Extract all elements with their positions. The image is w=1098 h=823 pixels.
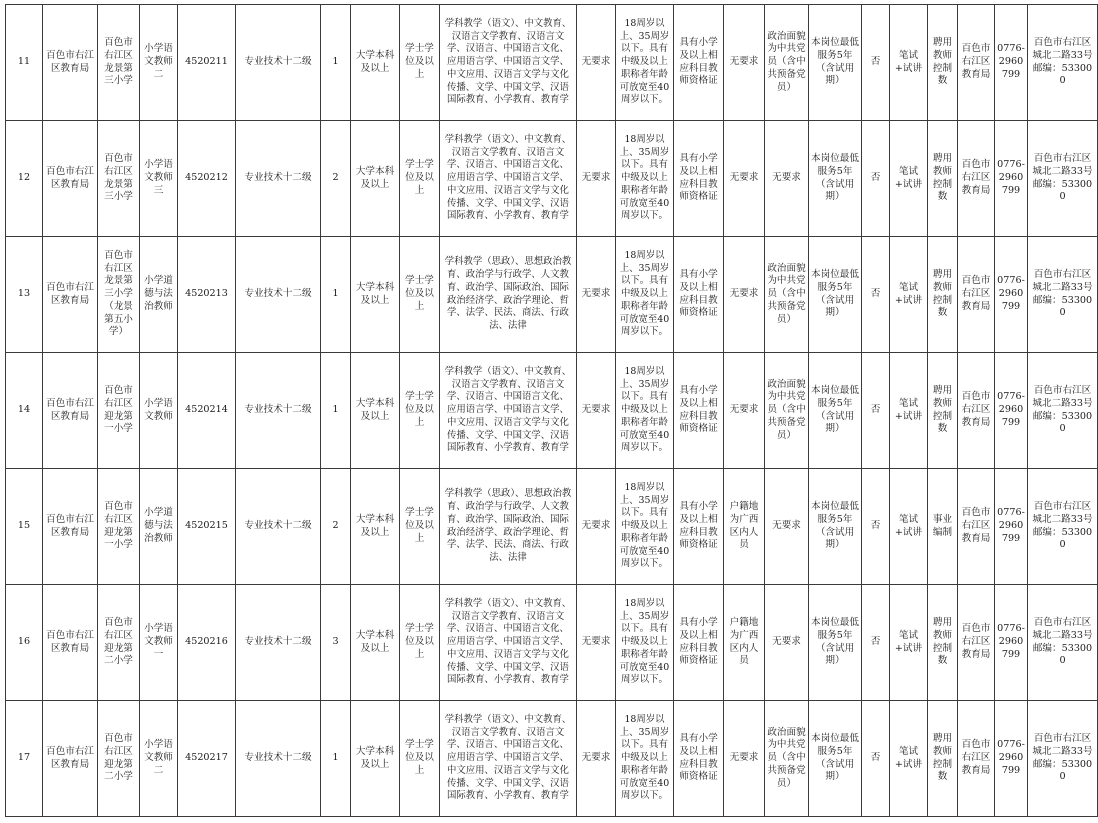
- authority-cell: 百色市右江区教育局: [958, 121, 995, 237]
- education-cell: 大学本科及以上: [351, 469, 400, 585]
- address-cell: 百色市右江区城北二路33号邮编：533000: [1028, 237, 1098, 353]
- address-cell: 百色市右江区城北二路33号邮编：533000: [1028, 469, 1098, 585]
- school-cell: 百色市右江区龙景第三小学（龙景第五小学）: [98, 237, 140, 353]
- department-cell: 百色市右江区教育局: [43, 353, 98, 469]
- certificate-cell: 具有小学及以上相应科目教师资格证: [674, 353, 724, 469]
- exam-method-cell: 笔试+试讲: [890, 121, 928, 237]
- address-cell: 百色市右江区城北二路33号邮编：533000: [1028, 701, 1098, 817]
- row-number: 11: [6, 5, 43, 121]
- household-cell: 无要求: [724, 353, 765, 469]
- experience-cell: 无要求: [577, 469, 616, 585]
- exam-method-cell: 笔试+试讲: [890, 237, 928, 353]
- school-cell: 百色市右江区龙景第三小学: [98, 121, 140, 237]
- certificate-cell: 具有小学及以上相应科目教师资格证: [674, 701, 724, 817]
- exam-method-cell: 笔试+试讲: [890, 353, 928, 469]
- post-level-cell: 专业技术十二级: [236, 585, 321, 701]
- experience-cell: 无要求: [577, 701, 616, 817]
- political-status-cell: 政治面貌为中共党员（含中共预备党员）: [765, 5, 809, 121]
- department-cell: 百色市右江区教育局: [43, 5, 98, 121]
- exam-method-cell: 笔试+试讲: [890, 585, 928, 701]
- service-period-cell: 本岗位最低服务5年（含试用期）: [809, 469, 862, 585]
- school-cell: 百色市右江区迎龙第二小学: [98, 701, 140, 817]
- row-number: 12: [6, 121, 43, 237]
- age-requirement-cell: 18周岁以上、35周岁以下。具有中级及以上职称者年龄可放宽至40周岁以下。: [616, 5, 674, 121]
- post-code-cell: 4520216: [178, 585, 236, 701]
- service-period-cell: 本岗位最低服务5年（含试用期）: [809, 701, 862, 817]
- post-code-cell: 4520215: [178, 469, 236, 585]
- post-level-cell: 专业技术十二级: [236, 5, 321, 121]
- education-cell: 大学本科及以上: [351, 353, 400, 469]
- certificate-cell: 具有小学及以上相应科目教师资格证: [674, 121, 724, 237]
- staffing-type-cell: 聘用教师控制数: [928, 121, 958, 237]
- authority-cell: 百色市右江区教育局: [958, 469, 995, 585]
- post-level-cell: 专业技术十二级: [236, 121, 321, 237]
- row-number: 15: [6, 469, 43, 585]
- service-period-cell: 本岗位最低服务5年（含试用期）: [809, 121, 862, 237]
- address-cell: 百色市右江区城北二路33号邮编：533000: [1028, 5, 1098, 121]
- authority-cell: 百色市右江区教育局: [958, 237, 995, 353]
- degree-cell: 学士学位及以上: [400, 353, 440, 469]
- age-requirement-cell: 18周岁以上、35周岁以下。具有中级及以上职称者年龄可放宽至40周岁以下。: [616, 701, 674, 817]
- special-post-cell: 否: [862, 5, 890, 121]
- major-cell: 学科教学（语文）、中文教育、汉语言文学教育、汉语言文学、汉语言、中国语言文化、应用语言学、中国语言文学、中文应用、汉语言文学与文化传播、文学、中国文学、汉语国际教育、小学教育、教育学: [440, 353, 577, 469]
- degree-cell: 学士学位及以上: [400, 237, 440, 353]
- age-requirement-cell: 18周岁以上、35周岁以下。具有中级及以上职称者年龄可放宽至40周岁以下。: [616, 469, 674, 585]
- address-cell: 百色市右江区城北二路33号邮编：533000: [1028, 121, 1098, 237]
- phone-cell: 0776-2960799: [995, 237, 1028, 353]
- political-status-cell: 政治面貌为中共党员（含中共预备党员）: [765, 353, 809, 469]
- hiring-count-cell: 3: [321, 585, 351, 701]
- phone-cell: 0776-2960799: [995, 469, 1028, 585]
- special-post-cell: 否: [862, 585, 890, 701]
- hiring-count-cell: 2: [321, 469, 351, 585]
- special-post-cell: 否: [862, 121, 890, 237]
- experience-cell: 无要求: [577, 353, 616, 469]
- household-cell: 无要求: [724, 5, 765, 121]
- household-cell: 无要求: [724, 121, 765, 237]
- authority-cell: 百色市右江区教育局: [958, 585, 995, 701]
- major-cell: 学科教学（语文）、中文教育、汉语言文学教育、汉语言文学、汉语言、中国语言文化、应用语言学、中国语言文学、中文应用、汉语言文学与文化传播、文学、中国文学、汉语国际教育、小学教育、教育学: [440, 5, 577, 121]
- school-cell: 百色市右江区龙景第三小学: [98, 5, 140, 121]
- exam-method-cell: 笔试+试讲: [890, 469, 928, 585]
- political-status-cell: 政治面貌为中共党员（含中共预备党员）: [765, 237, 809, 353]
- special-post-cell: 否: [862, 701, 890, 817]
- staffing-type-cell: 聘用教师控制数: [928, 585, 958, 701]
- major-cell: 学科教学（思政）、思想政治教育、政治学与行政学、人文教育、政治学、国际政治、国际政治经济学、政治学理论、哲学、法学、民法、商法、行政法、法律: [440, 469, 577, 585]
- authority-cell: 百色市右江区教育局: [958, 701, 995, 817]
- household-cell: 户籍地为广西区内人员: [724, 469, 765, 585]
- table-row: [6, 469, 1098, 585]
- service-period-cell: 本岗位最低服务5年（含试用期）: [809, 5, 862, 121]
- department-cell: 百色市右江区教育局: [43, 585, 98, 701]
- education-cell: 大学本科及以上: [351, 585, 400, 701]
- major-cell: 学科教学（语文）、中文教育、汉语言文学教育、汉语言文学、汉语言、中国语言文化、应用语言学、中国语言文学、中文应用、汉语言文学与文化传播、文学、中国文学、汉语国际教育、小学教育、教育学: [440, 121, 577, 237]
- staffing-type-cell: 聘用教师控制数: [928, 701, 958, 817]
- political-status-cell: 无要求: [765, 469, 809, 585]
- table-row: [6, 585, 1098, 701]
- hiring-count-cell: 1: [321, 353, 351, 469]
- household-cell: 无要求: [724, 237, 765, 353]
- phone-cell: 0776-2960799: [995, 5, 1028, 121]
- certificate-cell: 具有小学及以上相应科目教师资格证: [674, 469, 724, 585]
- degree-cell: 学士学位及以上: [400, 701, 440, 817]
- degree-cell: 学士学位及以上: [400, 121, 440, 237]
- education-cell: 大学本科及以上: [351, 5, 400, 121]
- department-cell: 百色市右江区教育局: [43, 237, 98, 353]
- age-requirement-cell: 18周岁以上、35周岁以下。具有中级及以上职称者年龄可放宽至40周岁以下。: [616, 121, 674, 237]
- degree-cell: 学士学位及以上: [400, 5, 440, 121]
- major-cell: 学科教学（语文）、中文教育、汉语言文学教育、汉语言文学、汉语言、中国语言文化、应用语言学、中国语言文学、中文应用、汉语言文学与文化传播、文学、中国文学、汉语国际教育、小学教育、教育学: [440, 585, 577, 701]
- hiring-count-cell: 1: [321, 5, 351, 121]
- exam-method-cell: 笔试+试讲: [890, 5, 928, 121]
- service-period-cell: 本岗位最低服务5年（含试用期）: [809, 237, 862, 353]
- age-requirement-cell: 18周岁以上、35周岁以下。具有中级及以上职称者年龄可放宽至40周岁以下。: [616, 353, 674, 469]
- school-cell: 百色市右江区迎龙第一小学: [98, 353, 140, 469]
- education-cell: 大学本科及以上: [351, 701, 400, 817]
- staffing-type-cell: 聘用教师控制数: [928, 5, 958, 121]
- table-row: [6, 701, 1098, 817]
- table-row: [6, 5, 1098, 121]
- hiring-count-cell: 1: [321, 701, 351, 817]
- phone-cell: 0776-2960799: [995, 353, 1028, 469]
- major-cell: 学科教学（语文）、中文教育、汉语言文学教育、汉语言文学、汉语言、中国语言文化、应用语言学、中国语言文学、中文应用、汉语言文学与文化传播、文学、中国文学、汉语国际教育、小学教育、教育学: [440, 701, 577, 817]
- authority-cell: 百色市右江区教育局: [958, 353, 995, 469]
- authority-cell: 百色市右江区教育局: [958, 5, 995, 121]
- post-name-cell: 小学语文教师一: [140, 585, 178, 701]
- address-cell: 百色市右江区城北二路33号邮编：533000: [1028, 585, 1098, 701]
- experience-cell: 无要求: [577, 585, 616, 701]
- major-cell: 学科教学（思政）、思想政治教育、政治学与行政学、人文教育、政治学、国际政治、国际政治经济学、政治学理论、哲学、法学、民法、商法、行政法、法律: [440, 237, 577, 353]
- exam-method-cell: 笔试+试讲: [890, 701, 928, 817]
- certificate-cell: 具有小学及以上相应科目教师资格证: [674, 237, 724, 353]
- post-code-cell: 4520217: [178, 701, 236, 817]
- special-post-cell: 否: [862, 353, 890, 469]
- department-cell: 百色市右江区教育局: [43, 121, 98, 237]
- phone-cell: 0776-2960799: [995, 121, 1028, 237]
- post-code-cell: 4520212: [178, 121, 236, 237]
- age-requirement-cell: 18周岁以上、35周岁以下。具有中级及以上职称者年龄可放宽至40周岁以下。: [616, 237, 674, 353]
- staffing-type-cell: 聘用教师控制数: [928, 237, 958, 353]
- post-level-cell: 专业技术十二级: [236, 237, 321, 353]
- staffing-type-cell: 事业编制: [928, 469, 958, 585]
- experience-cell: 无要求: [577, 121, 616, 237]
- recruitment-table: [5, 4, 1098, 817]
- post-name-cell: 小学语文教师二: [140, 701, 178, 817]
- table-row: [6, 121, 1098, 237]
- row-number: 13: [6, 237, 43, 353]
- special-post-cell: 否: [862, 469, 890, 585]
- post-level-cell: 专业技术十二级: [236, 469, 321, 585]
- school-cell: 百色市右江区迎龙第二小学: [98, 585, 140, 701]
- department-cell: 百色市右江区教育局: [43, 701, 98, 817]
- service-period-cell: 本岗位最低服务5年（含试用期）: [809, 585, 862, 701]
- phone-cell: 0776-2960799: [995, 585, 1028, 701]
- household-cell: 户籍地为广西区内人员: [724, 585, 765, 701]
- school-cell: 百色市右江区迎龙第一小学: [98, 469, 140, 585]
- row-number: 16: [6, 585, 43, 701]
- post-code-cell: 4520213: [178, 237, 236, 353]
- certificate-cell: 具有小学及以上相应科目教师资格证: [674, 5, 724, 121]
- post-code-cell: 4520211: [178, 5, 236, 121]
- education-cell: 大学本科及以上: [351, 121, 400, 237]
- post-code-cell: 4520214: [178, 353, 236, 469]
- special-post-cell: 否: [862, 237, 890, 353]
- experience-cell: 无要求: [577, 5, 616, 121]
- row-number: 17: [6, 701, 43, 817]
- post-name-cell: 小学道德与法治教师: [140, 237, 178, 353]
- political-status-cell: 无要求: [765, 121, 809, 237]
- staffing-type-cell: 聘用教师控制数: [928, 353, 958, 469]
- hiring-count-cell: 2: [321, 121, 351, 237]
- post-name-cell: 小学语文教师三: [140, 121, 178, 237]
- degree-cell: 学士学位及以上: [400, 585, 440, 701]
- political-status-cell: 无要求: [765, 585, 809, 701]
- row-number: 14: [6, 353, 43, 469]
- post-name-cell: 小学语文教师: [140, 353, 178, 469]
- household-cell: 无要求: [724, 701, 765, 817]
- table-row: [6, 237, 1098, 353]
- certificate-cell: 具有小学及以上相应科目教师资格证: [674, 585, 724, 701]
- table-row: [6, 353, 1098, 469]
- post-name-cell: 小学语文教师二: [140, 5, 178, 121]
- post-level-cell: 专业技术十二级: [236, 701, 321, 817]
- post-level-cell: 专业技术十二级: [236, 353, 321, 469]
- education-cell: 大学本科及以上: [351, 237, 400, 353]
- experience-cell: 无要求: [577, 237, 616, 353]
- post-name-cell: 小学道德与法治教师: [140, 469, 178, 585]
- degree-cell: 学士学位及以上: [400, 469, 440, 585]
- age-requirement-cell: 18周岁以上、35周岁以下。具有中级及以上职称者年龄可放宽至40周岁以下。: [616, 585, 674, 701]
- service-period-cell: 本岗位最低服务5年（含试用期）: [809, 353, 862, 469]
- political-status-cell: 政治面貌为中共党员（含中共预备党员）: [765, 701, 809, 817]
- address-cell: 百色市右江区城北二路33号邮编：533000: [1028, 353, 1098, 469]
- phone-cell: 0776-2960799: [995, 701, 1028, 817]
- hiring-count-cell: 1: [321, 237, 351, 353]
- department-cell: 百色市右江区教育局: [43, 469, 98, 585]
